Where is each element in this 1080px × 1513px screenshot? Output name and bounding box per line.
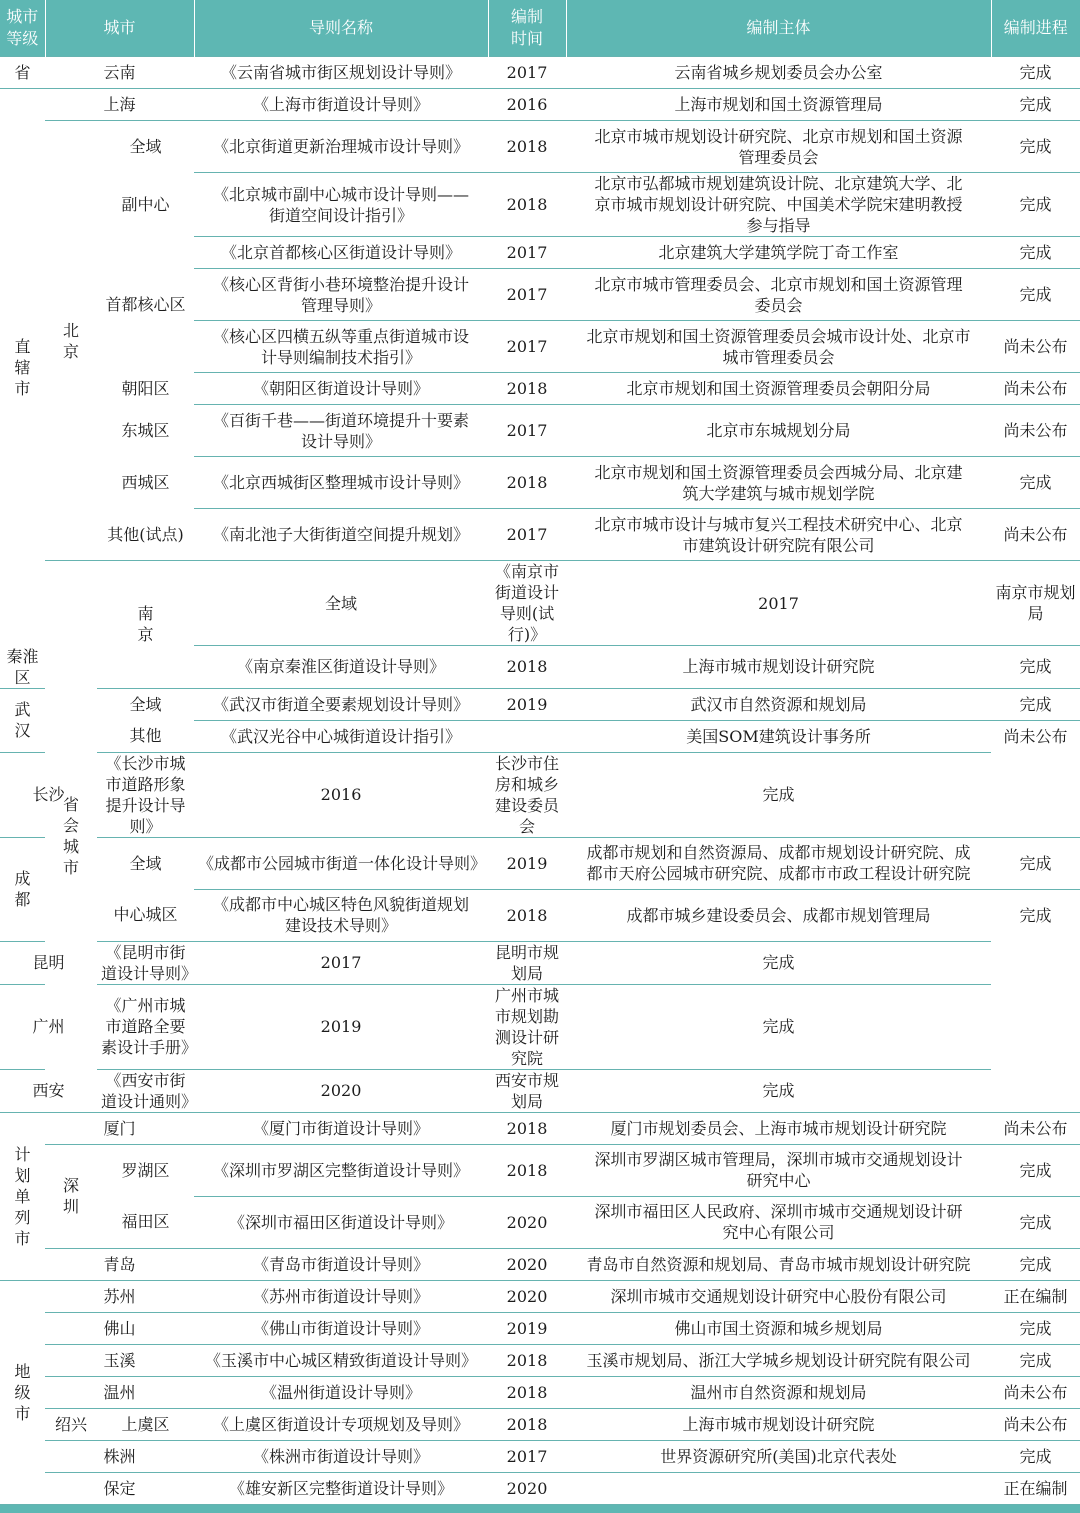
city-level-cell xyxy=(0,1280,45,1504)
table-row xyxy=(0,1248,1080,1280)
author-cell: 北京市城市设计与城市复兴工程技术研究中心、北京 市建筑设计研究院有限公司 xyxy=(566,509,991,561)
status-cell: 完成 xyxy=(991,121,1080,173)
status-cell: 完成 xyxy=(991,173,1080,237)
table-row xyxy=(0,89,1080,121)
guideline-name-cell: 《株洲市街道设计导则》 xyxy=(194,1440,488,1472)
district-cell: 福田区 xyxy=(121,1212,170,1232)
author-cell: 北京建筑大学建筑学院丁奇工作室 xyxy=(566,237,991,269)
status-cell: 完成 xyxy=(991,688,1080,720)
guideline-name-cell: 《苏州市街道设计导则》 xyxy=(194,1280,488,1312)
parent-city-label: 成都 xyxy=(14,869,31,909)
district-cell: 首都核心区 xyxy=(105,295,186,314)
status-cell: 尚未公布 xyxy=(991,321,1080,373)
author-cell: 云南省城乡规划委员会办公室 xyxy=(566,57,991,89)
guideline-name-cell: 《南北池子大街街道空间提升规划》 xyxy=(194,509,488,561)
table-row xyxy=(0,720,1080,752)
city-cell: 苏州 xyxy=(45,1280,194,1312)
year-cell: 2017 xyxy=(566,561,991,646)
author-cell: 深圳市城市交通规划设计研究中心股份有限公司 xyxy=(566,1280,991,1312)
city-cell: 厦门 xyxy=(45,1112,194,1144)
city-level-cell xyxy=(0,57,45,89)
status-cell: 完成 xyxy=(991,237,1080,269)
year-cell: 2019 xyxy=(194,984,488,1069)
parent-city-cell xyxy=(97,561,194,689)
district-cell: 上虞区 xyxy=(97,1408,194,1440)
guideline-name-cell: 《雄安新区完整街道设计导则》 xyxy=(194,1472,488,1504)
status-cell: 尚未公布 xyxy=(991,1376,1080,1408)
author-cell: 玉溪市规划局、浙江大学城乡规划设计研究院有限公司 xyxy=(566,1344,991,1376)
author-cell: 青岛市自然资源和规划局、青岛市城市规划设计研究院 xyxy=(566,1248,991,1280)
city-level-cell xyxy=(0,1112,45,1280)
table-row xyxy=(0,752,1080,837)
header-city: 城市 xyxy=(45,0,194,57)
header-row xyxy=(0,0,1080,57)
status-cell: 完成 xyxy=(991,1440,1080,1472)
status-cell: 完成 xyxy=(566,984,991,1069)
author-cell: 厦门市规划委员会、上海市城市规划设计研究院 xyxy=(566,1112,991,1144)
city-cell: 株洲 xyxy=(45,1440,194,1472)
author-cell: 广州市城市规划勘测设计研究院 xyxy=(488,984,566,1069)
table-row xyxy=(0,1280,1080,1312)
status-cell: 完成 xyxy=(991,1344,1080,1376)
table-row xyxy=(0,121,1080,173)
author-cell: 北京市弘都城市规划建筑设计院、北京建筑大学、北 京市城市规划设计研究院、中国美术学院宋建明教授 参与指导 xyxy=(566,173,991,237)
city-level-label: 省会城市 xyxy=(62,795,79,878)
year-cell: 2018 xyxy=(488,373,566,405)
author-cell: 北京市城市管理委员会、北京市规划和国土资源管理 委员会 xyxy=(566,269,991,321)
city-cell: 西安 xyxy=(0,1069,97,1112)
status-cell: 尚未公布 xyxy=(991,405,1080,457)
table-row xyxy=(0,984,1080,1069)
status-cell: 完成 xyxy=(991,889,1080,941)
city-level-label: 地级市 xyxy=(14,1361,31,1423)
parent-city-cell xyxy=(0,837,45,941)
status-cell: 完成 xyxy=(991,457,1080,509)
year-cell: 2020 xyxy=(194,1069,488,1112)
district-cell: 中心城区 xyxy=(113,905,178,925)
guideline-name-cell: 《北京街道更新治理城市设计导则》 xyxy=(194,121,488,173)
status-cell: 尚未公布 xyxy=(991,720,1080,752)
guideline-name-cell: 《南京市街道设计导则(试行)》 xyxy=(488,561,566,646)
guideline-name-cell: 《云南省城市街区规划设计导则》 xyxy=(194,57,488,89)
status-cell: 尚未公布 xyxy=(991,373,1080,405)
table-row xyxy=(0,509,1080,561)
guideline-name-cell: 《北京城市副中心城市设计导则—— 街道空间设计指引》 xyxy=(194,173,488,237)
year-cell: 2016 xyxy=(488,89,566,121)
city-cell: 保定 xyxy=(45,1472,194,1504)
city-level-cell xyxy=(0,89,45,646)
author-cell: 北京市城市规划设计研究院、北京市规划和国土资源 管理委员会 xyxy=(566,121,991,173)
header-author: 编制主体 xyxy=(566,0,991,57)
year-cell: 2018 xyxy=(488,1408,566,1440)
year-cell: 2017 xyxy=(488,405,566,457)
table-row xyxy=(0,561,1080,646)
author-cell: 佛山市国土资源和城乡规划局 xyxy=(566,1312,991,1344)
author-cell: 成都市规划和自然资源局、成都市规划设计研究院、成 都市天府公园城市研究院、成都市市政工程设计研究院 xyxy=(566,837,991,889)
status-cell: 完成 xyxy=(991,269,1080,321)
status-cell: 完成 xyxy=(991,646,1080,689)
author-cell: 北京市规划和国土资源管理委员会朝阳分局 xyxy=(566,373,991,405)
district-cell: 秦淮区 xyxy=(6,646,39,687)
author-cell: 上海市城市规划设计研究院 xyxy=(566,1408,991,1440)
guideline-name-cell: 《深圳市福田区街道设计导则》 xyxy=(194,1196,488,1248)
guideline-name-cell: 《成都市公园城市街道一体化设计导则》 xyxy=(194,837,488,889)
table-row xyxy=(0,457,1080,509)
parent-city-cell xyxy=(0,688,45,752)
status-cell: 尚未公布 xyxy=(991,509,1080,561)
table-body xyxy=(0,57,1080,1505)
status-cell: 完成 xyxy=(566,1069,991,1112)
table-row xyxy=(0,173,1080,237)
city-cell: 温州 xyxy=(45,1376,194,1408)
table-row xyxy=(0,373,1080,405)
district-cell: 副中心 xyxy=(121,195,170,214)
table-row xyxy=(0,1112,1080,1144)
author-cell: 北京市规划和国土资源管理委员会西城分局、北京建 筑大学建筑与城市规划学院 xyxy=(566,457,991,509)
author-cell: 温州市自然资源和规划局 xyxy=(566,1376,991,1408)
year-cell: 2017 xyxy=(488,57,566,89)
table-row xyxy=(0,237,1080,269)
table-row xyxy=(0,57,1080,89)
table-row xyxy=(0,1472,1080,1504)
year-cell: 2017 xyxy=(488,509,566,561)
header-year: 编制 时间 xyxy=(488,0,566,57)
author-cell: 成都市城乡建设委员会、成都市规划管理局 xyxy=(566,889,991,941)
author-cell: 世界资源研究所(美国)北京代表处 xyxy=(566,1440,991,1472)
guideline-name-cell: 《上海市街道设计导则》 xyxy=(194,89,488,121)
city-cell: 长沙 xyxy=(0,752,97,837)
author-cell: 武汉市自然资源和规划局 xyxy=(566,688,991,720)
table-row xyxy=(0,1312,1080,1344)
year-cell: 2017 xyxy=(488,321,566,373)
table-row xyxy=(0,688,1080,720)
year-cell: 2017 xyxy=(488,269,566,321)
status-cell: 完成 xyxy=(566,752,991,837)
table-row xyxy=(0,405,1080,457)
table-row xyxy=(0,1144,1080,1196)
author-cell xyxy=(566,1472,991,1504)
guideline-name-cell: 《玉溪市中心城区精致街道设计导则》 xyxy=(194,1344,488,1376)
year-cell: 2018 xyxy=(488,1344,566,1376)
table-row xyxy=(0,1344,1080,1376)
year-cell: 2017 xyxy=(194,941,488,984)
year-cell: 2019 xyxy=(488,837,566,889)
table-row xyxy=(0,1440,1080,1472)
footer-bar xyxy=(0,1504,1080,1513)
guideline-name-cell: 《厦门市街道设计导则》 xyxy=(194,1112,488,1144)
author-cell: 长沙市住房和城乡建设委员会 xyxy=(488,752,566,837)
author-cell: 上海市城市规划设计研究院 xyxy=(566,646,991,689)
year-cell: 2020 xyxy=(488,1280,566,1312)
status-cell: 正在编制 xyxy=(991,1472,1080,1504)
status-cell: 完成 xyxy=(991,89,1080,121)
status-cell: 完成 xyxy=(991,1248,1080,1280)
table-row xyxy=(0,837,1080,889)
guideline-name-cell: 《深圳市罗湖区完整街道设计导则》 xyxy=(194,1144,488,1196)
year-cell: 2018 xyxy=(488,1112,566,1144)
district-cell: 西城区 xyxy=(121,473,170,492)
year-cell: 2020 xyxy=(488,1196,566,1248)
parent-city-cell xyxy=(45,1408,97,1440)
district-cell: 东城区 xyxy=(121,421,170,440)
author-cell: 上海市规划和国土资源管理局 xyxy=(566,89,991,121)
guideline-name-cell: 《北京西城街区整理城市设计导则》 xyxy=(194,457,488,509)
author-cell: 昆明市规划局 xyxy=(488,941,566,984)
year-cell: 2020 xyxy=(488,1472,566,1504)
city-level-label: 省 xyxy=(14,63,31,82)
city-cell: 上海 xyxy=(45,89,194,121)
year-cell: 2016 xyxy=(194,752,488,837)
guideline-name-cell: 《上虞区街道设计专项规划及导则》 xyxy=(194,1408,488,1440)
city-cell: 广州 xyxy=(0,984,97,1069)
guideline-name-cell: 《武汉光谷中心城街道设计指引》 xyxy=(194,720,488,752)
author-cell: 北京市规划和国土资源管理委员会城市设计处、北京市 城市管理委员会 xyxy=(566,321,991,373)
guideline-name-cell: 《武汉市街道全要素规划设计导则》 xyxy=(194,688,488,720)
district-cell: 其他 xyxy=(129,726,162,746)
guideline-name-cell: 《昆明市街道设计导则》 xyxy=(97,941,194,984)
district-cell: 朝阳区 xyxy=(121,379,170,398)
district-cell: 全域 xyxy=(194,561,488,646)
parent-city-label: 武汉 xyxy=(14,700,31,740)
guideline-name-cell: 《核心区四横五纵等重点街道城市设 计导则编制技术指引》 xyxy=(194,321,488,373)
district-cell: 罗湖区 xyxy=(97,1144,194,1196)
district-cell: 全域 xyxy=(97,837,194,889)
parent-city-cell xyxy=(45,121,97,561)
table-row xyxy=(0,1408,1080,1440)
author-cell: 南京市规划局 xyxy=(991,561,1080,646)
parent-city-label: 深圳 xyxy=(62,1176,79,1216)
city-cell: 玉溪 xyxy=(45,1344,194,1376)
parent-city-label: 北京 xyxy=(62,320,79,361)
guideline-name-cell: 《温州街道设计导则》 xyxy=(194,1376,488,1408)
guideline-name-cell: 《核心区背街小巷环境整治提升设计 管理导则》 xyxy=(194,269,488,321)
year-cell: 2018 xyxy=(488,173,566,237)
guideline-name-cell: 《青岛市街道设计导则》 xyxy=(194,1248,488,1280)
status-cell: 尚未公布 xyxy=(991,1112,1080,1144)
district-cell: 全域 xyxy=(97,121,194,173)
status-cell: 完成 xyxy=(991,1312,1080,1344)
author-cell: 美国SOM建筑设计事务所 xyxy=(566,720,991,752)
city-level-label: 直辖市 xyxy=(14,336,31,398)
table-row xyxy=(0,1069,1080,1112)
city-level-label: 计划单列市 xyxy=(14,1144,31,1248)
parent-city-label: 南京 xyxy=(137,604,154,645)
city-cell: 云南 xyxy=(45,57,194,89)
table-row xyxy=(0,1376,1080,1408)
author-cell: 深圳市罗湖区城市管理局，深圳市城市交通规划设计 研究中心 xyxy=(566,1144,991,1196)
status-cell: 完成 xyxy=(991,57,1080,89)
guideline-name-cell: 《长沙市城市道路形象提升设计导则》 xyxy=(97,752,194,837)
city-cell: 昆明 xyxy=(0,941,97,984)
guideline-name-cell: 《北京首都核心区街道设计导则》 xyxy=(194,237,488,269)
status-cell: 完成 xyxy=(566,941,991,984)
city-cell: 佛山 xyxy=(45,1312,194,1344)
year-cell: 2018 xyxy=(488,889,566,941)
district-cell: 全域 xyxy=(97,688,194,720)
table-row xyxy=(0,941,1080,984)
table-row xyxy=(0,1196,1080,1248)
year-cell: 2020 xyxy=(488,1248,566,1280)
guideline-name-cell: 《南京秦淮区街道设计导则》 xyxy=(194,646,488,689)
status-cell: 完成 xyxy=(991,1144,1080,1196)
guideline-name-cell: 《成都市中心城区特色风貌街道规划 建设技术导则》 xyxy=(194,889,488,941)
header-status: 编制进程 xyxy=(991,0,1080,57)
city-cell: 青岛 xyxy=(45,1248,194,1280)
year-cell: 2018 xyxy=(488,457,566,509)
parent-city-cell xyxy=(45,1144,97,1248)
year-cell: 2018 xyxy=(488,646,566,689)
author-cell: 北京市东城规划分局 xyxy=(566,405,991,457)
author-cell: 深圳市福田区人民政府、深圳市城市交通规划设计研 究中心有限公司 xyxy=(566,1196,991,1248)
status-cell: 完成 xyxy=(991,1196,1080,1248)
year-cell: 2018 xyxy=(488,1144,566,1196)
year-cell: 2019 xyxy=(488,688,566,720)
year-cell: 2018 xyxy=(488,1376,566,1408)
year-cell: 2018 xyxy=(488,121,566,173)
header-city-level: 城市 等级 xyxy=(0,0,45,57)
year-cell xyxy=(488,720,566,752)
district-cell: 其他(试点) xyxy=(107,524,184,544)
year-cell: 2017 xyxy=(488,237,566,269)
guideline-name-cell: 《广州市城市道路全要素设计手册》 xyxy=(97,984,194,1069)
parent-city-label: 绍兴 xyxy=(54,1414,87,1434)
year-cell: 2017 xyxy=(488,1440,566,1472)
year-cell: 2019 xyxy=(488,1312,566,1344)
author-cell: 西安市规划局 xyxy=(488,1069,566,1112)
table-row xyxy=(0,889,1080,941)
guideline-name-cell: 《百街千巷——街道环境提升十要素 设计导则》 xyxy=(194,405,488,457)
status-cell: 正在编制 xyxy=(991,1280,1080,1312)
status-cell: 尚未公布 xyxy=(991,1408,1080,1440)
guideline-name-cell: 《佛山市街道设计导则》 xyxy=(194,1312,488,1344)
status-cell: 完成 xyxy=(991,837,1080,889)
guideline-name-cell: 《西安市街道设计通则》 xyxy=(97,1069,194,1112)
header-guideline-name: 导则名称 xyxy=(194,0,488,57)
guideline-name-cell: 《朝阳区街道设计导则》 xyxy=(194,373,488,405)
